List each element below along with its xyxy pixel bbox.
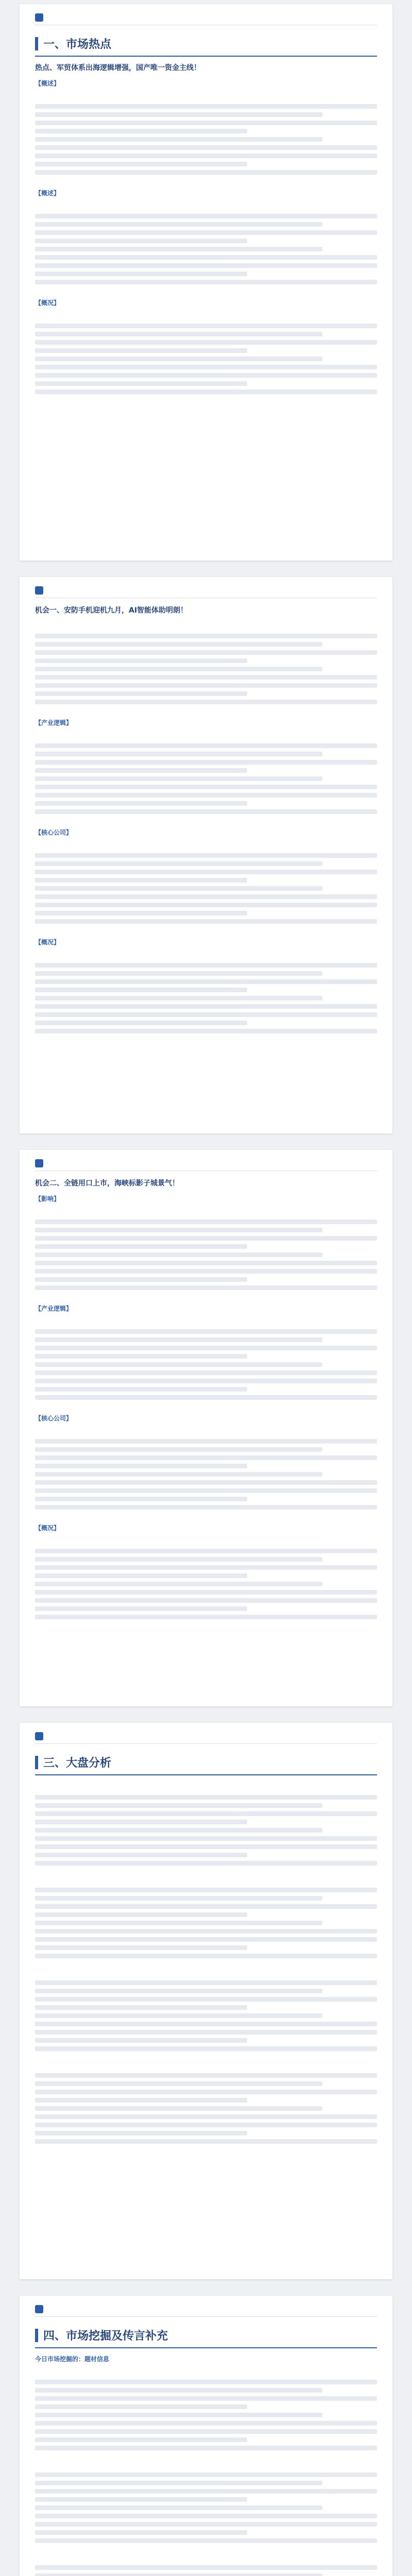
brand: [35, 1732, 46, 1740]
text-placeholder: [35, 683, 377, 688]
content-block: [35, 828, 377, 933]
text-placeholder: [35, 154, 377, 158]
text-placeholder: [35, 903, 377, 907]
block-gap: [35, 2055, 377, 2060]
sub-heading: 【概况】: [35, 1524, 60, 1532]
paragraph: [35, 1782, 377, 1791]
text-placeholder: [35, 1228, 322, 1232]
text-placeholder: [35, 1337, 322, 1342]
text-placeholder: [35, 1029, 377, 1033]
text-placeholder: [35, 667, 322, 671]
text-placeholder: [35, 894, 377, 899]
paragraph: [35, 1535, 377, 1545]
text-placeholder: [35, 2573, 322, 2576]
section-bar: [35, 2329, 38, 2342]
section-bar: [35, 1756, 38, 1769]
text-placeholder: [35, 1989, 322, 1993]
section-title: 一、市场热点: [43, 38, 112, 51]
block-gap: [35, 1869, 377, 1874]
text-placeholder: [35, 2396, 377, 2401]
text-placeholder: [35, 1370, 377, 1375]
text-placeholder: [35, 793, 377, 798]
text-placeholder: [35, 743, 377, 748]
text-placeholder: [35, 996, 322, 1001]
text-placeholder: [35, 1219, 377, 1224]
text-placeholder: [35, 162, 247, 166]
text-placeholder: [35, 2538, 377, 2543]
text-placeholder: [35, 2013, 322, 2018]
text-placeholder: [35, 2437, 247, 2442]
paragraph: [35, 1206, 377, 1215]
text-placeholder: [35, 1820, 247, 1824]
brand: [35, 13, 46, 22]
block-gap: [35, 927, 377, 933]
paragraph: [35, 840, 377, 849]
text-placeholder: [35, 1387, 247, 1392]
content-block: [35, 1523, 377, 1628]
text-placeholder: [35, 239, 247, 243]
paragraph: [35, 91, 377, 100]
text-placeholder: [35, 1980, 377, 1985]
text-placeholder: [35, 1795, 377, 1800]
text-placeholder: [35, 1261, 377, 1265]
text-placeholder: [35, 365, 377, 369]
text-placeholder: [35, 979, 377, 984]
text-placeholder: [35, 1844, 377, 1849]
text-placeholder: [35, 1549, 377, 1553]
page-header: [35, 2305, 377, 2317]
text-placeholder: [35, 801, 247, 806]
text-placeholder: [35, 1861, 377, 1866]
text-placeholder: [35, 1285, 377, 1290]
sub-heading: 【概况】: [35, 939, 60, 946]
text-placeholder: [35, 357, 322, 361]
text-placeholder: [35, 1252, 322, 1257]
text-placeholder: [35, 280, 377, 284]
text-placeholder: [35, 1573, 247, 1578]
text-placeholder: [35, 1954, 377, 1958]
text-placeholder: [35, 1497, 247, 1501]
paragraph: [35, 950, 377, 959]
text-placeholder: [35, 1244, 247, 1249]
text-placeholder: [35, 230, 377, 235]
text-placeholder: [35, 1803, 322, 1808]
content-block: [35, 189, 377, 293]
block-gap: [35, 288, 377, 293]
text-placeholder: [35, 760, 377, 765]
topic-title: 机会二、全链用口上市，海峡标影子城景气！: [35, 1179, 179, 1188]
content-block: [35, 2060, 377, 2153]
text-placeholder: [35, 2514, 377, 2518]
text-placeholder: [35, 1012, 377, 1017]
text-placeholder: [35, 658, 247, 663]
topic-title: 热点、军贸体系出海逻辑增强，国产唯一资金主线！: [35, 64, 201, 72]
content-block: [35, 2552, 377, 2576]
text-placeholder: [35, 878, 247, 883]
text-placeholder: [35, 2522, 377, 2527]
sub-heading: 【概述】: [35, 80, 60, 87]
text-placeholder: [35, 2081, 322, 2086]
block-gap: [35, 1403, 377, 1409]
text-placeholder: [35, 104, 377, 109]
text-placeholder: [35, 373, 377, 378]
content-block: [35, 620, 377, 713]
sub-heading: 【产业逻辑】: [35, 719, 73, 726]
sub-heading: 【影响】: [35, 1195, 60, 1202]
text-placeholder: [35, 785, 377, 789]
text-placeholder: [35, 1836, 377, 1841]
text-placeholder: [35, 112, 322, 117]
page-3: [20, 1150, 392, 1706]
text-placeholder: [35, 886, 322, 891]
text-placeholder: [35, 222, 322, 227]
page-4: [20, 1723, 392, 2279]
content-block: [35, 2459, 377, 2552]
content-block: [35, 1874, 377, 1967]
text-placeholder: [35, 348, 247, 353]
text-placeholder: [35, 1354, 247, 1359]
text-placeholder: [35, 700, 377, 704]
section-title: 三、大盘分析: [43, 1757, 112, 1770]
text-placeholder: [35, 2388, 322, 2393]
text-placeholder: [35, 1945, 247, 1950]
text-placeholder: [35, 1395, 377, 1400]
content-block: [35, 938, 377, 1042]
block-gap: [35, 178, 377, 183]
text-placeholder: [35, 1346, 377, 1350]
brand-logo-icon: [35, 2305, 43, 2313]
text-placeholder: [35, 2030, 377, 2035]
block-gap: [35, 2147, 377, 2153]
text-placeholder: [35, 2131, 247, 2136]
text-placeholder: [35, 170, 377, 175]
text-placeholder: [35, 1921, 322, 1925]
page-header: [35, 1732, 377, 1744]
text-placeholder: [35, 1021, 247, 1025]
text-placeholder: [35, 214, 377, 218]
block-gap: [35, 1962, 377, 1967]
text-placeholder: [35, 1565, 377, 1570]
paragraph: [35, 2459, 377, 2468]
paragraph: [35, 1426, 377, 1435]
content-block: [35, 1194, 377, 1299]
text-placeholder: [35, 1277, 247, 1282]
brand-logo-icon: [35, 586, 43, 595]
block-gap: [35, 1037, 377, 1042]
brand-logo-icon: [35, 1159, 43, 1167]
text-placeholder: [35, 1929, 377, 1934]
paragraph: [35, 1874, 377, 1884]
page-header: [35, 13, 377, 25]
text-placeholder: [35, 2472, 377, 2477]
text-placeholder: [35, 1004, 377, 1009]
paragraph: [35, 1316, 377, 1325]
content-block: [35, 298, 377, 403]
content-block: [35, 718, 377, 823]
text-placeholder: [35, 272, 247, 276]
text-placeholder: [35, 1853, 247, 1857]
text-placeholder: [35, 1896, 322, 1901]
text-placeholder: [35, 1362, 322, 1367]
brand: [35, 1159, 46, 1167]
text-placeholder: [35, 1598, 377, 1603]
text-placeholder: [35, 809, 377, 814]
text-placeholder: [35, 971, 322, 976]
text-placeholder: [35, 1811, 377, 1816]
block-gap: [35, 1513, 377, 1518]
section-banner: [35, 32, 377, 57]
text-placeholder: [35, 2098, 247, 2103]
content-block: [35, 1304, 377, 1409]
text-placeholder: [35, 1439, 377, 1444]
text-placeholder: [35, 642, 322, 647]
text-placeholder: [35, 1472, 322, 1477]
block-gap: [35, 2454, 377, 2459]
text-placeholder: [35, 1937, 377, 1942]
content-block: [35, 1414, 377, 1518]
text-placeholder: [35, 1606, 247, 1611]
sub-heading: 【产业逻辑】: [35, 1305, 73, 1312]
sub-heading: 【核心公司】: [35, 829, 73, 836]
text-placeholder: [35, 1615, 377, 1619]
text-placeholder: [35, 324, 377, 328]
text-placeholder: [35, 2421, 377, 2426]
text-placeholder: [35, 1269, 377, 1274]
text-placeholder: [35, 247, 322, 251]
section-banner: [35, 2324, 377, 2348]
text-placeholder: [35, 1888, 377, 1892]
text-placeholder: [35, 2005, 247, 2010]
text-placeholder: [35, 1236, 377, 1241]
text-placeholder: [35, 1582, 322, 1586]
text-placeholder: [35, 1505, 377, 1510]
text-placeholder: [35, 137, 322, 142]
text-placeholder: [35, 1997, 377, 2002]
text-placeholder: [35, 853, 377, 858]
block-gap: [35, 1294, 377, 1299]
brand-logo-icon: [35, 13, 43, 22]
text-placeholder: [35, 2090, 377, 2094]
text-placeholder: [35, 381, 247, 386]
brand: [35, 2305, 46, 2313]
text-placeholder: [35, 2380, 377, 2384]
text-placeholder: [35, 919, 377, 924]
text-placeholder: [35, 861, 322, 866]
paragraph: [35, 200, 377, 210]
text-placeholder: [35, 2106, 322, 2111]
paragraph: [35, 1967, 377, 1976]
page-1: [20, 4, 392, 561]
text-placeholder: [35, 768, 247, 773]
text-placeholder: [35, 2429, 377, 2434]
brand: [35, 586, 46, 595]
text-placeholder: [35, 332, 322, 336]
text-placeholder: [35, 2046, 377, 2051]
sub-heading: 【概况】: [35, 299, 60, 307]
text-placeholder: [35, 255, 377, 260]
text-placeholder: [35, 2114, 377, 2119]
text-placeholder: [35, 650, 377, 655]
paragraph: [35, 730, 377, 739]
sub-heading: 【核心公司】: [35, 1415, 73, 1422]
text-placeholder: [35, 340, 377, 345]
text-placeholder: [35, 2413, 322, 2417]
text-placeholder: [35, 2530, 247, 2535]
text-placeholder: [35, 1488, 377, 1493]
text-placeholder: [35, 1828, 322, 1833]
paragraph: [35, 2060, 377, 2069]
text-placeholder: [35, 691, 247, 696]
text-placeholder: [35, 129, 247, 133]
block-gap: [35, 708, 377, 713]
text-placeholder: [35, 911, 247, 916]
text-placeholder: [35, 675, 377, 680]
block-gap: [35, 1623, 377, 1628]
text-placeholder: [35, 752, 322, 756]
sub-heading: 【概述】: [35, 190, 60, 197]
text-placeholder: [35, 2497, 247, 2502]
content-block: [35, 1782, 377, 1874]
text-placeholder: [35, 2505, 322, 2510]
paragraph: [35, 2366, 377, 2376]
text-placeholder: [35, 145, 377, 150]
text-placeholder: [35, 2022, 377, 2026]
text-placeholder: [35, 1480, 377, 1485]
text-placeholder: [35, 2565, 377, 2570]
paragraph: [35, 620, 377, 630]
text-placeholder: [35, 870, 377, 874]
text-placeholder: [35, 2489, 377, 2494]
content-block: [35, 1967, 377, 2060]
text-placeholder: [35, 963, 377, 968]
text-placeholder: [35, 2139, 377, 2144]
text-placeholder: [35, 121, 377, 125]
text-placeholder: [35, 2404, 247, 2409]
topic-title: 机会一、安防手机迎机九月，AI智能体助明朗！: [35, 606, 188, 615]
text-placeholder: [35, 988, 247, 992]
text-placeholder: [35, 1590, 377, 1595]
text-placeholder: [35, 1912, 247, 1917]
text-placeholder: [35, 1379, 377, 1383]
content-block: [35, 2354, 377, 2459]
block-gap: [35, 398, 377, 403]
content-block: [35, 79, 377, 183]
page-2: [20, 577, 392, 1133]
text-placeholder: [35, 2123, 377, 2127]
text-placeholder: [35, 1447, 322, 1452]
text-placeholder: [35, 2073, 377, 2078]
paragraph: [35, 2552, 377, 2561]
text-placeholder: [35, 1464, 247, 1468]
page-header: [35, 1159, 377, 1171]
section-banner: [35, 1751, 377, 1775]
text-placeholder: [35, 634, 377, 638]
block-gap: [35, 2547, 377, 2552]
section-title: 四、市场挖掘及传言补充: [43, 2330, 168, 2343]
brand-logo-icon: [35, 1732, 43, 1740]
paragraph: [35, 310, 377, 319]
page-header: [35, 586, 377, 598]
text-placeholder: [35, 1904, 377, 1909]
text-placeholder: [35, 2446, 377, 2450]
text-placeholder: [35, 1557, 322, 1562]
text-placeholder: [35, 1329, 377, 1334]
text-placeholder: [35, 776, 322, 781]
text-placeholder: [35, 2038, 247, 2043]
text-placeholder: [35, 1455, 377, 1460]
sub-heading: 今日市场挖掘的：题材信息: [35, 2355, 110, 2363]
text-placeholder: [35, 389, 377, 394]
block-gap: [35, 818, 377, 823]
text-placeholder: [35, 263, 377, 268]
page-5: [20, 2296, 392, 2576]
section-bar: [35, 37, 38, 50]
text-placeholder: [35, 2481, 322, 2485]
